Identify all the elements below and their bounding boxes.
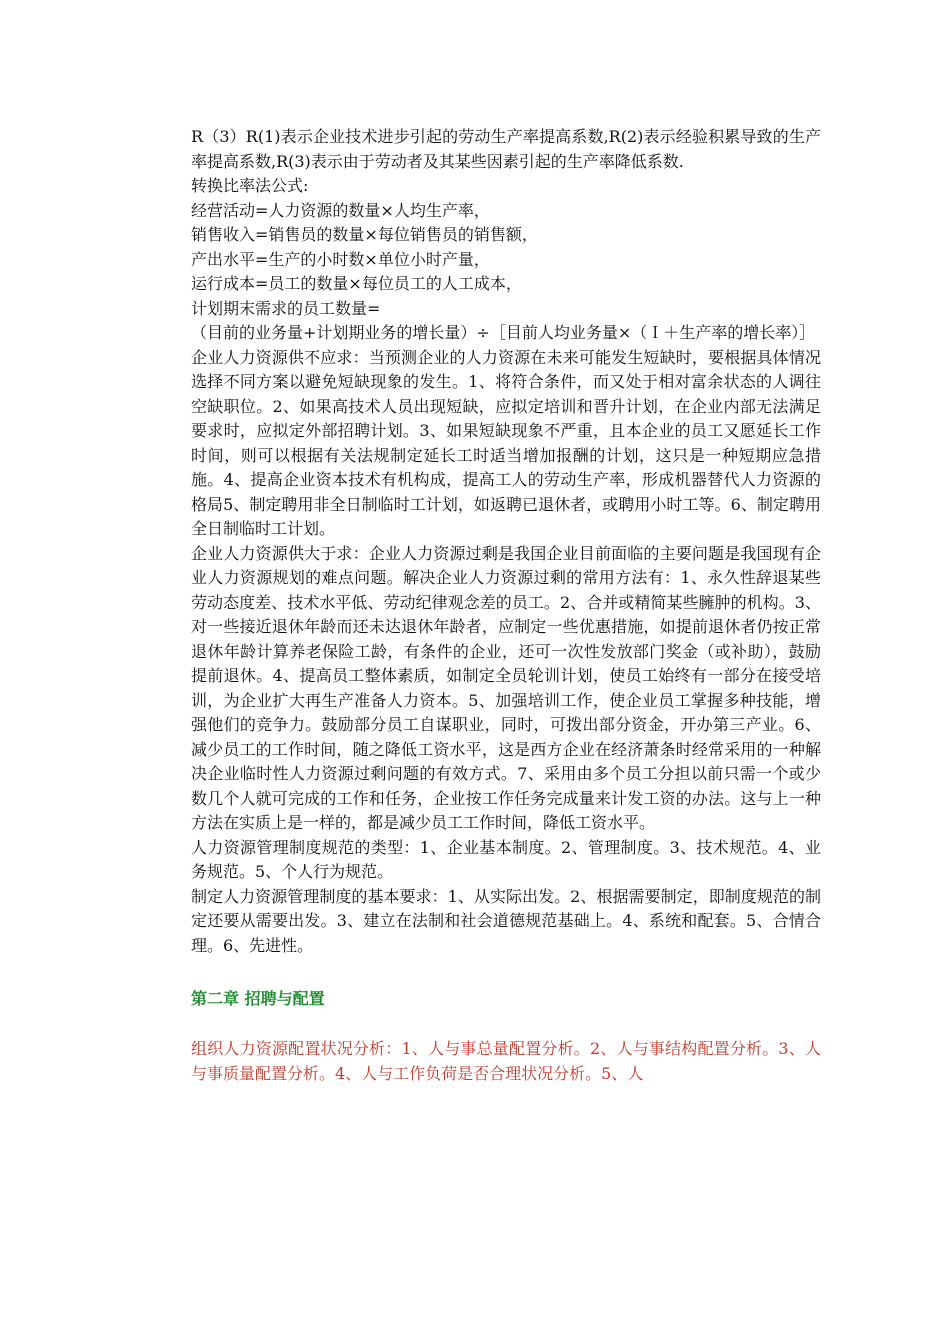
formula-operating-cost: 运行成本=员工的数量×每位员工的人工成本， xyxy=(191,274,522,293)
document-page xyxy=(191,125,821,1086)
formula-sales-revenue: 销售收入=销售员的数量×每位销售员的销售额， xyxy=(191,225,538,244)
formula-business-activity: 经营活动=人力资源的数量×人均生产率， xyxy=(191,200,490,220)
chapter-heading: 第二章 招聘与配置 xyxy=(191,989,325,1008)
paragraph-supply-surplus: 企业人力资源供大于求：企业人力资源过剩是我国企业目前面临的主要问题是我国现有企业人力资源规划的难点问题。解决企业人力资源过剩的常用方法有：1、永久性辞退某些劳动态度差、技术水平低、劳动纪律观念差的员工。2、合并或精简某些臃肿的机构。3、对一些接近退休年龄而还未达退休年龄者，应制定一些优惠措施，如提前退休者仍按正常退休年龄计算养老保险工龄，有条件的企业，还可一次性发放部门奖金（或补助），鼓励提前退休。4、提高员工整体素质，如制定全员轮训计划，使员工始终有一部分在接受培训，为企业扩大再生产准备人力资本。5、加强培训工作，使企业员工掌握多种技能，增强他们的竞争力。鼓励部分员工自谋职业，同时，可拨出部分资金，开办第三产业。6、减少员工的工作时间，随之降低工资水平，这是西方企业在经济萧条时经常采用的一种解决企业临时性人力资源过剩问题的有效方式。7、采用由多个员工分担以前只需一个或少数几个人就可完成的工作和任务，企业按工作任务完成量来计发工资的办法。这与上一种方法在实质上是一样的，都是减少员工工作时间，降低工资水平。 xyxy=(191,543,821,832)
paragraph-allocation-analysis: 组织人力资源配置状况分析：1、人与事总量配置分析。2、人与事结构配置分析。3、人与事质量配置分析。4、人与工作负荷是否合理状况分析。5、人 xyxy=(191,1039,821,1083)
formula-output-level: 产出水平=生产的小时数×单位小时产量， xyxy=(191,249,490,269)
paragraph-conversion-ratio-title: 转换比率法公式: xyxy=(191,176,309,195)
formula-staff-demand-label: 计划期末需求的员工数量= xyxy=(191,298,381,318)
paragraph-productivity-coefficients: R（3）R(1)表示企业技术进步引起的劳动生产率提高系数,R(2)表示经验积累导致的生产率提高系数,R(3)表示由于劳动者及其某些因素引起的生产率降低系数. xyxy=(191,127,821,171)
formula-staff-demand: （目前的业务量+计划期业务的增长量）÷［目前人均业务量×（Ｉ＋生产率的增长率）］ xyxy=(191,323,816,342)
paragraph-system-types: 人力资源管理制度规范的类型：1、企业基本制度。2、管理制度。3、技术规范。4、业务规范。5、个人行为规范。 xyxy=(191,837,821,881)
paragraph-supply-shortage: 企业人力资源供不应求：当预测企业的人力资源在未来可能发生短缺时，要根据具体情况选择不同方案以避免短缺现象的发生。1、将符合条件，而又处于相对富余状态的人调往空缺职位。2、如果高技术人员出现短缺，应拟定培训和晋升计划，在企业内部无法满足要求时，应拟定外部招聘计划。3、如果短缺现象不严重，且本企业的员工又愿延长工作时间，则可以根据有关法规制定延长工时适当增加报酬的计划，这只是一种短期应急措施。4、提高企业资本技术有机构成，提高工人的劳动生产率，形成机器替代人力资源的格局5、制定聘用非全日制临时工计划，如返聘已退休者，或聘用小时工等。6、制定聘用全日制临时工计划。 xyxy=(191,347,821,538)
paragraph-system-requirements: 制定人力资源管理制度的基本要求：1、从实际出发。2、根据需要制定，即制度规范的制定还要从需要出发。3、建立在法制和社会道德规范基础上。4、系统和配套。5、合情合理。6、先进性。 xyxy=(191,886,821,955)
